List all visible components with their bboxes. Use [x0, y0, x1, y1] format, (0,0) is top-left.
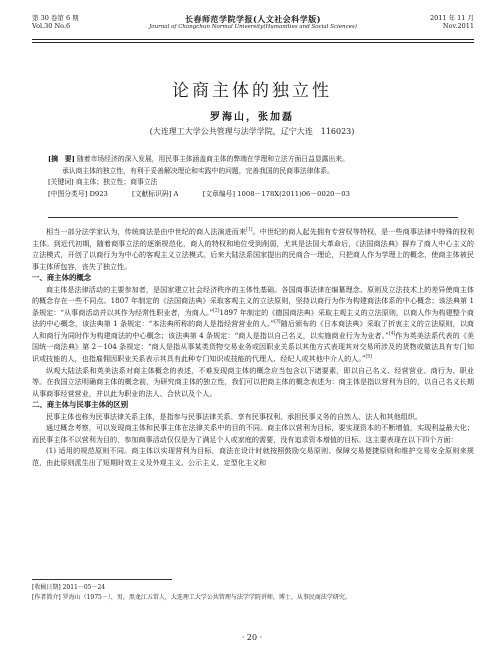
paragraph-principle: (1) 适用的规范原则不同。商主体以实现营利为目标，商法在设计时就按照鼓励交易原则、保障交易便捷原则和维护交易安全原则来规范，由此原则派生出了短期时效主义及外观主义、公示主义、定型化主义和: [32, 446, 474, 467]
journal-name-en: Journal of Changchun Normal University(Humanities and Social Sciences): [149, 24, 357, 30]
header-rule-thin: [32, 42, 474, 43]
citation: [2]: [213, 308, 220, 314]
journal-name-zh: 长春师范学院学报(人文社会科学版): [184, 14, 322, 24]
footnote-block: [32, 583, 474, 603]
paragraph-civil-subject: 民事主体也称为民事法律关系主体，是指参与民事法律关系、享有民事权利、承担民事义务的自然人、法人和其他组织。: [46, 411, 422, 421]
paragraph-concept: 商主体是法律活动的主要参加者，是国家建立社会经济秩序的主体性基础。各国商事法律在编纂理念、原则及立法技术上的差异使商主体的概念存在一些不同点。1807 年制定的《法国商法典》采取客观主义的立法原则，坚持以商行为作为构建商法体系的中心概念；该法典第 1 条规定：“从事商活动并以其作为经常性职业者，为商人。”[2]1897 年制定的《德国商法典》采取主观主义的立法原则，以商人作为构建整个商法的中心概念，该法典第 1 条规定：“本法典所称的商人是指经营营业的人。”[3]随后颁布的《日本商法典》采取了折衷主义的立法原则，以商人和商行为同时作为构建商法的中心概念；该法典第 4 条规定：“商人是指以自己名义，以实施商业行为为业者。”[4]作为英美法系代表的《美国统一商法典》第 2－104 条规定：“商人是指从事某类货物交易业务或因职业关系以其他方式表现其对交易所涉及的货物或做法具有专门知识或技能的人，也指雇佣因职业关系表示其具有此种专门知识或技能的代理人、经纪人或其他中介人的人。”[5]: [32, 284, 474, 364]
citation: [1]: [246, 227, 253, 233]
abstract-text-2: 承认商主体的独立性，有利于妥善解决理论和实践中的问题，完善我国的民商事法律体系。: [62, 166, 334, 175]
citation: [5]: [365, 354, 372, 360]
keywords: [关键词] 商主体；独立性；商事立法: [48, 178, 158, 186]
volume-en: Vol.30 No.6: [32, 22, 71, 31]
clc-number: [中图分类号] D923: [48, 189, 108, 198]
volume-zh: 第 30 卷第 6 期: [32, 14, 79, 22]
section-heading-2: 二、商主体与民事主体的区别: [32, 400, 129, 410]
paragraph-difference: 通过概念考察，可以发现商主体和民事主体在法律关系中的目的不同。商主体以营利为目标，要实现资本的不断增值，实现利益最大化；而民事主体不以营利为目的，参加商事活动仅仅是为了满足个人或家庭的需要，没有追求资本增值的目标。这主要表现在以下四个方面：: [32, 423, 474, 444]
paragraph-intro: 相当一部分法学家认为，传统商法是由中世纪的商人法演进而来[1]。中世纪的商人起先拥有专营权等特权，是一些商事法律中特殊的权利主体。到近代初期，随着商事立法的逐渐规范化，商人的特权和地位受到削弱，尤其是法国大革命后，《法国商法典》摒弃了商人中心主义的立法模式，开创了以商行为为中心的客观主义立法模式。后来大陆法系国家提出的民商合一理论，只把商人作为学理上的概念，使商主体被民事主体所包容，丧失了独立性。: [32, 227, 474, 271]
journal-name: [132, 14, 374, 31]
document-code: [文献标识码] A: [132, 189, 179, 198]
classification-line: [48, 189, 458, 201]
citation: [4]: [388, 331, 396, 337]
citation: [3]: [274, 320, 281, 326]
issue-date-en: Nov.2011: [442, 22, 474, 31]
section-heading-1: 一、商主体的概念: [32, 273, 92, 283]
abstract-label: [摘 要]: [48, 155, 75, 163]
issue-date-zh: 2011 年 11 月: [429, 14, 474, 22]
abstract-block: [48, 154, 458, 200]
page-number: · 20 ·: [241, 633, 263, 642]
issue-date: [430, 14, 474, 30]
footnote-rule: [32, 579, 172, 580]
paragraph-definition: 纵观大陆法系和英美法系对商主体概念的表述，不难发现商主体的概念应当包含以下诸要素，即以自己名义、经营营业、商行为、职业等。在我国立法明确商主体的概念前，为研究商主体的独立性，我们可以把商主体的概念表述为：商主体是指以营利为目的，以自己名义长期从事商事经营营业，并以此为职业的法人、合伙以及个人。: [32, 365, 474, 398]
author-affiliation: (大连理工大学公共管理与法学学院，辽宁大连 116023): [149, 127, 355, 136]
volume-info: [32, 14, 79, 30]
abstract-text-1: 随着市场经济的深入发展，用民事主体涵盖商主体的弊端在学理和立法方面日益显露出来。: [77, 155, 349, 163]
author-bio: [作者简介] 罗海山（1975－），男，黑龙江五常人，大连理工大学公共管理与法学学院讲师，博士，从事民商法学研究。: [32, 594, 351, 601]
article-body: [32, 226, 474, 468]
header-rule: [32, 39, 474, 40]
received-date: [收稿日期] 2011－05－24: [32, 584, 106, 591]
running-header: [32, 14, 474, 38]
paper-title: 论商主体的独立性: [172, 81, 332, 101]
abstract-rule: [48, 217, 458, 218]
paper-authors: 罗海山，张加磊: [210, 112, 294, 123]
article-number: [文章编号] 1008－178X(2011)06－0020－03: [202, 189, 350, 198]
